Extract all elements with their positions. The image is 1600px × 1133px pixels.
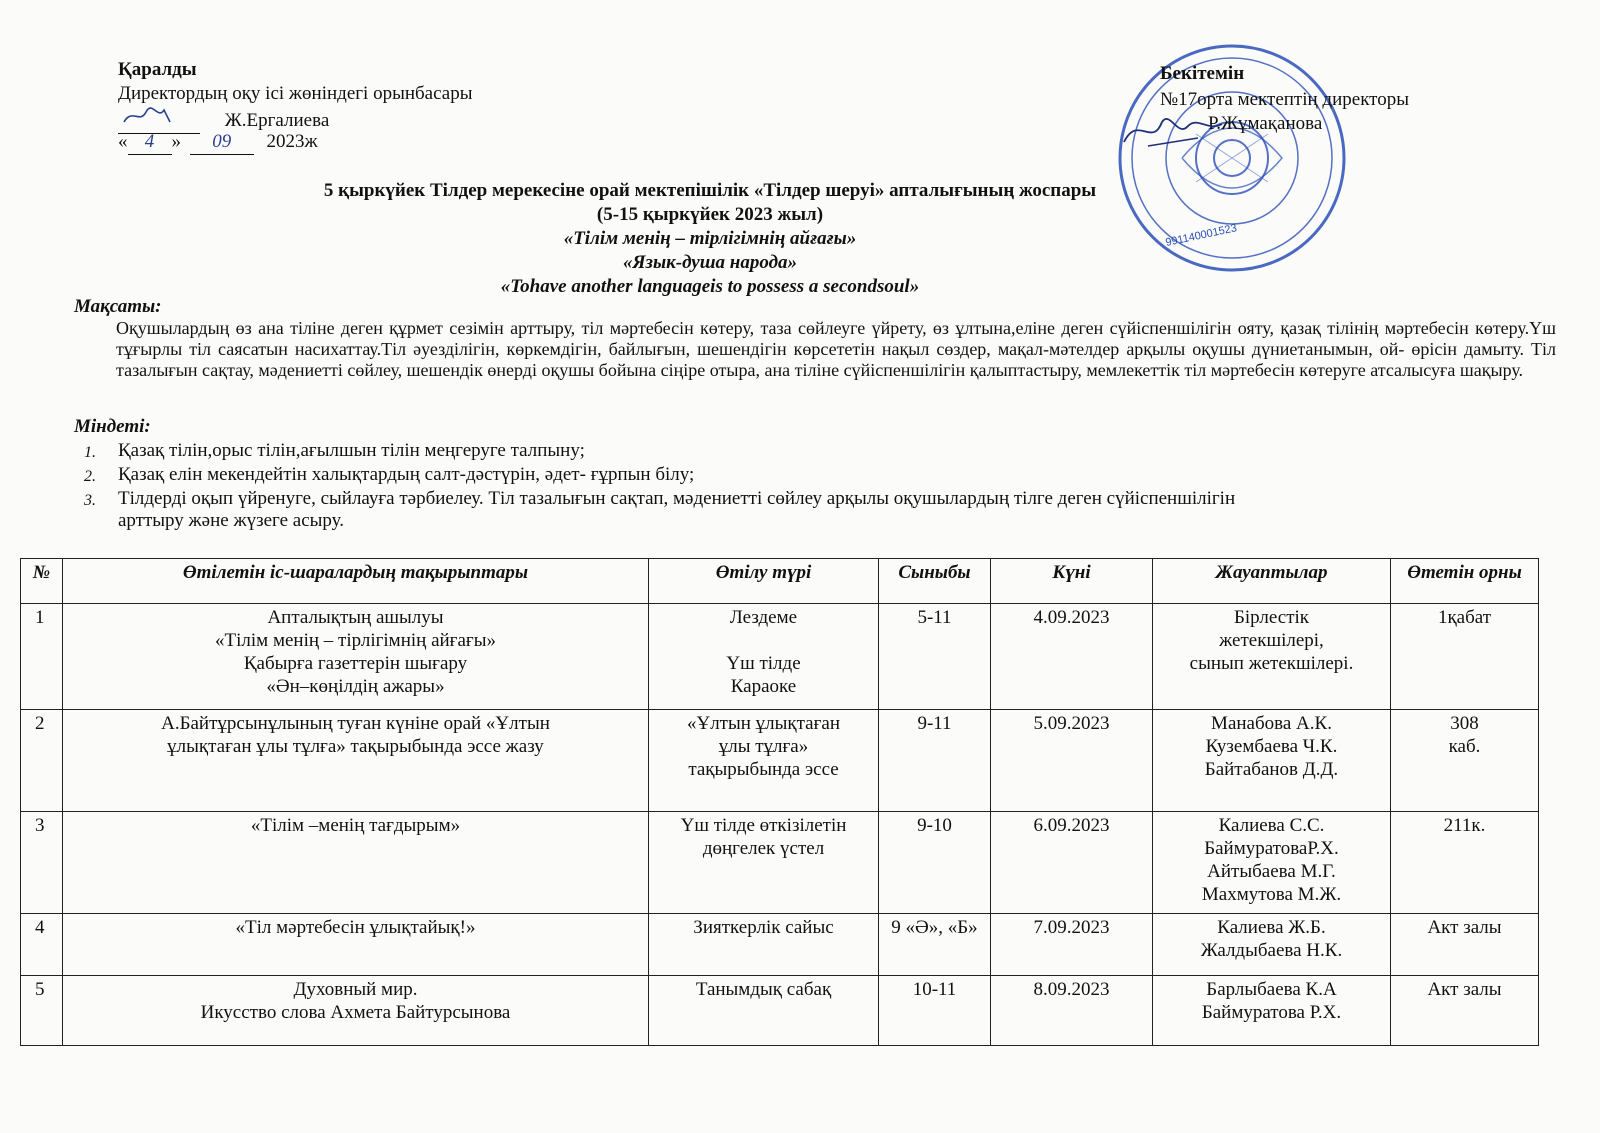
cell-type-line: Үш тілде [726, 653, 801, 674]
cell-date: 8.09.2023 [991, 976, 1153, 1046]
cell-num: 5 [21, 976, 63, 1046]
header-place: Өтетін орны [1391, 559, 1539, 604]
cell-responsible-line: Байтабанов Д.Д. [1204, 759, 1339, 780]
cell-responsible-line: Манабова А.К. [1211, 713, 1332, 734]
motto-russian: «Язык-душа народа» [622, 252, 798, 273]
cell-place [1391, 812, 1539, 914]
task-item [84, 440, 1404, 464]
table-row [21, 812, 1539, 914]
cell-type [649, 604, 879, 710]
cell-topic [63, 710, 649, 812]
date-month: 09 [190, 130, 254, 155]
cell-type-line: Танымдық сабақ [695, 979, 832, 1000]
cell-topic-line: «Тіл мәртебесін ұлықтайық!» [235, 917, 476, 938]
cell-responsible [1153, 604, 1391, 710]
cell-grade: 10-11 [879, 976, 991, 1046]
table-row [21, 976, 1539, 1046]
cell-type-line [653, 629, 874, 652]
task-text: Қазақ тілін,орыс тілін,ағылшын тілін меңгеруге талпыну; [118, 440, 585, 461]
date-year: 2023ж [266, 131, 318, 152]
cell-type [649, 914, 879, 976]
cell-place-line: 308 [1450, 713, 1479, 734]
cell-responsible [1153, 976, 1391, 1046]
cell-num: 1 [21, 604, 63, 710]
cell-place [1391, 710, 1539, 812]
date-day: 4 [128, 130, 172, 155]
cell-responsible-line: жетекшілері, [1219, 630, 1324, 651]
approval-left-position: Директордың оқу ісі жөніндегі орынбасары [118, 83, 473, 104]
approval-left-date [118, 130, 318, 155]
cell-date: 6.09.2023 [991, 812, 1153, 914]
cell-type-line: дөңгелек үстел [702, 838, 825, 859]
cell-grade: 5-11 [879, 604, 991, 710]
cell-place-line: Акт залы [1427, 917, 1502, 938]
cell-date: 5.09.2023 [991, 710, 1153, 812]
table-row [21, 710, 1539, 812]
header-number: № [21, 559, 63, 604]
cell-date: 4.09.2023 [991, 604, 1153, 710]
cell-responsible-line: БаймуратоваР.Х. [1204, 838, 1339, 859]
approval-right-title: Бекітемін [1160, 63, 1245, 84]
plan-title: 5 қыркүйек Тілдер мерекесіне орай мектепішілік «Тілдер шеруі» апталығының жоспары [323, 180, 1097, 201]
motto-kazakh: «Тілім менің – тірлігімнің айғағы» [563, 228, 857, 249]
cell-responsible-line: Барлыбаева К.А [1206, 979, 1337, 1000]
cell-responsible-line: Махмутова М.Ж. [1201, 884, 1342, 905]
header-type: Өтілу түрі [649, 559, 879, 604]
table-row [21, 604, 1539, 710]
cell-topic [63, 914, 649, 976]
tasks-list [84, 440, 1404, 532]
cell-date: 7.09.2023 [991, 914, 1153, 976]
cell-topic-line: А.Байтұрсынұлының туған күніне орай «Ұлтын [161, 713, 550, 734]
cell-topic-line: Духовный мир. [293, 979, 418, 1000]
cell-topic-line: Икусство слова Ахмета Байтурсынова [200, 1002, 511, 1023]
date-close-quote: » [171, 131, 181, 152]
cell-place-line: 1қабат [1437, 607, 1492, 628]
cell-responsible [1153, 710, 1391, 812]
cell-place [1391, 914, 1539, 976]
cell-type-line: Лездеме [729, 607, 798, 628]
director-signature [1118, 108, 1228, 152]
cell-responsible-line: Кузембаева Ч.К. [1205, 736, 1338, 757]
approval-right-signer: Р.Жұмақанова [1208, 113, 1323, 134]
cell-responsible-line: Баймуратова Р.Х. [1201, 1002, 1342, 1023]
cell-type-line: Караоке [730, 676, 797, 697]
header-responsible: Жауаптылар [1153, 559, 1391, 604]
task-number: 2. [84, 468, 96, 485]
approval-left-title: Қаралды [118, 59, 197, 80]
cell-num: 4 [21, 914, 63, 976]
table-header-row [21, 559, 1539, 604]
cell-num: 3 [21, 812, 63, 914]
cell-type [649, 812, 879, 914]
events-table [20, 558, 1539, 1046]
stamp-code: 991140001523 [1164, 222, 1238, 249]
approval-right-position: №17орта мектептің директоры [1160, 89, 1410, 110]
cell-topic-line: Апталықтың ашылуы [267, 607, 444, 628]
cell-responsible-line: Айтыбаева М.Г. [1207, 861, 1336, 882]
cell-type-line: ұлы тұлға» [718, 736, 809, 757]
cell-topic [63, 604, 649, 710]
cell-place-line: каб. [1448, 736, 1481, 757]
cell-responsible [1153, 812, 1391, 914]
cell-type-line: Үш тілде өткізілетін [680, 815, 847, 836]
table-row [21, 914, 1539, 976]
motto-english: «Tohave another languageis to possess a secondsoul» [500, 276, 920, 297]
task-number: 3. [84, 492, 96, 509]
cell-topic-line: «Ән–көңілдің ажары» [266, 676, 445, 697]
cell-place [1391, 604, 1539, 710]
task-text: Қазақ елін мекендейтін халықтардың салт-дәстүрін, әдет- ғұрпын білу; [118, 464, 695, 485]
cell-responsible-line: Калиева Ж.Б. [1217, 917, 1326, 938]
cell-topic-line: ұлықтаған ұлы тұлға» тақырыбында эссе жазу [167, 736, 544, 757]
header-topic: Өтілетін іс-шаралардың тақырыптары [63, 559, 649, 604]
cell-type [649, 710, 879, 812]
cell-place-line: Акт залы [1427, 979, 1502, 1000]
cell-topic [63, 976, 649, 1046]
header-grade: Сыныбы [879, 559, 991, 604]
date-open-quote: « [118, 131, 128, 152]
cell-responsible-line: Бірлестік [1233, 607, 1310, 628]
purpose-label: Мақсаты: [74, 296, 162, 317]
cell-grade: 9 «Ә», «Б» [879, 914, 991, 976]
plan-dates: (5-15 қыркүйек 2023 жыл) [596, 204, 824, 225]
cell-place-line: 211к. [1443, 815, 1486, 836]
cell-grade: 9-11 [879, 710, 991, 812]
cell-responsible-line: Калиева С.С. [1218, 815, 1325, 836]
cell-responsible [1153, 914, 1391, 976]
task-item [84, 464, 1404, 488]
tasks-label: Міндеті: [74, 416, 151, 437]
cell-topic-line: «Тілім менің – тірлігімнің айғағы» [215, 630, 496, 651]
purpose-text: Оқушылардың өз ана тіліне деген құрмет сезімін арттыру, тіл мәртебесін көтеру, таза сөйлеуге үйрету, өз ұлтына,еліне деген сүйіспеншілігін ояту, қазақ тілінің мәртебесін көтеру.Үш тұғырлы тіл саясатын насихаттау.Тіл әуезділігін, көркемдігін, байлығын, шешендігін көрсететін нақыл сөздер, мақал-мәтелдер арқылы оқушы дүниетанымын, ой- өрісін дамыту. Тіл тазалығын сақтау, мәдениетті сөйлеу, шешендік өнерді оқушы бойына сіңіре отыра, ана тіліне сүйіспеншілігін қалыптастыру, мемлекеттік тіл мәртебесін көтеруге атсалысуға шақыру. [116, 318, 1556, 380]
cell-type-line: «Ұлтын ұлықтаған [686, 713, 841, 734]
cell-type-line: тақырыбында эссе [688, 759, 839, 780]
cell-topic [63, 812, 649, 914]
cell-place [1391, 976, 1539, 1046]
cell-topic-line: «Тілім –менің тағдырым» [250, 815, 461, 836]
cell-grade: 9-10 [879, 812, 991, 914]
cell-topic-line: Қабырға газеттерін шығару [243, 653, 468, 674]
task-text: Тілдерді оқып үйренуге, сыйлауға тәрбиелеу. Тіл тазалығын сақтап, мәдениетті сөйлеу арқылы оқушылардың тілге деген сүйіспеншілігін арттыру және жүзеге асыру. [118, 488, 1236, 531]
cell-type [649, 976, 879, 1046]
task-number: 1. [84, 444, 96, 461]
cell-type-line: Зияткерлік сайыс [693, 917, 834, 938]
cell-num: 2 [21, 710, 63, 812]
approval-left-signer: Ж.Ергалиева [224, 110, 330, 131]
cell-responsible-line: Жалдыбаева Н.К. [1200, 940, 1343, 961]
cell-responsible-line: сынып жетекшілері. [1189, 653, 1354, 674]
header-date: Күні [991, 559, 1153, 604]
task-item [84, 488, 1404, 532]
